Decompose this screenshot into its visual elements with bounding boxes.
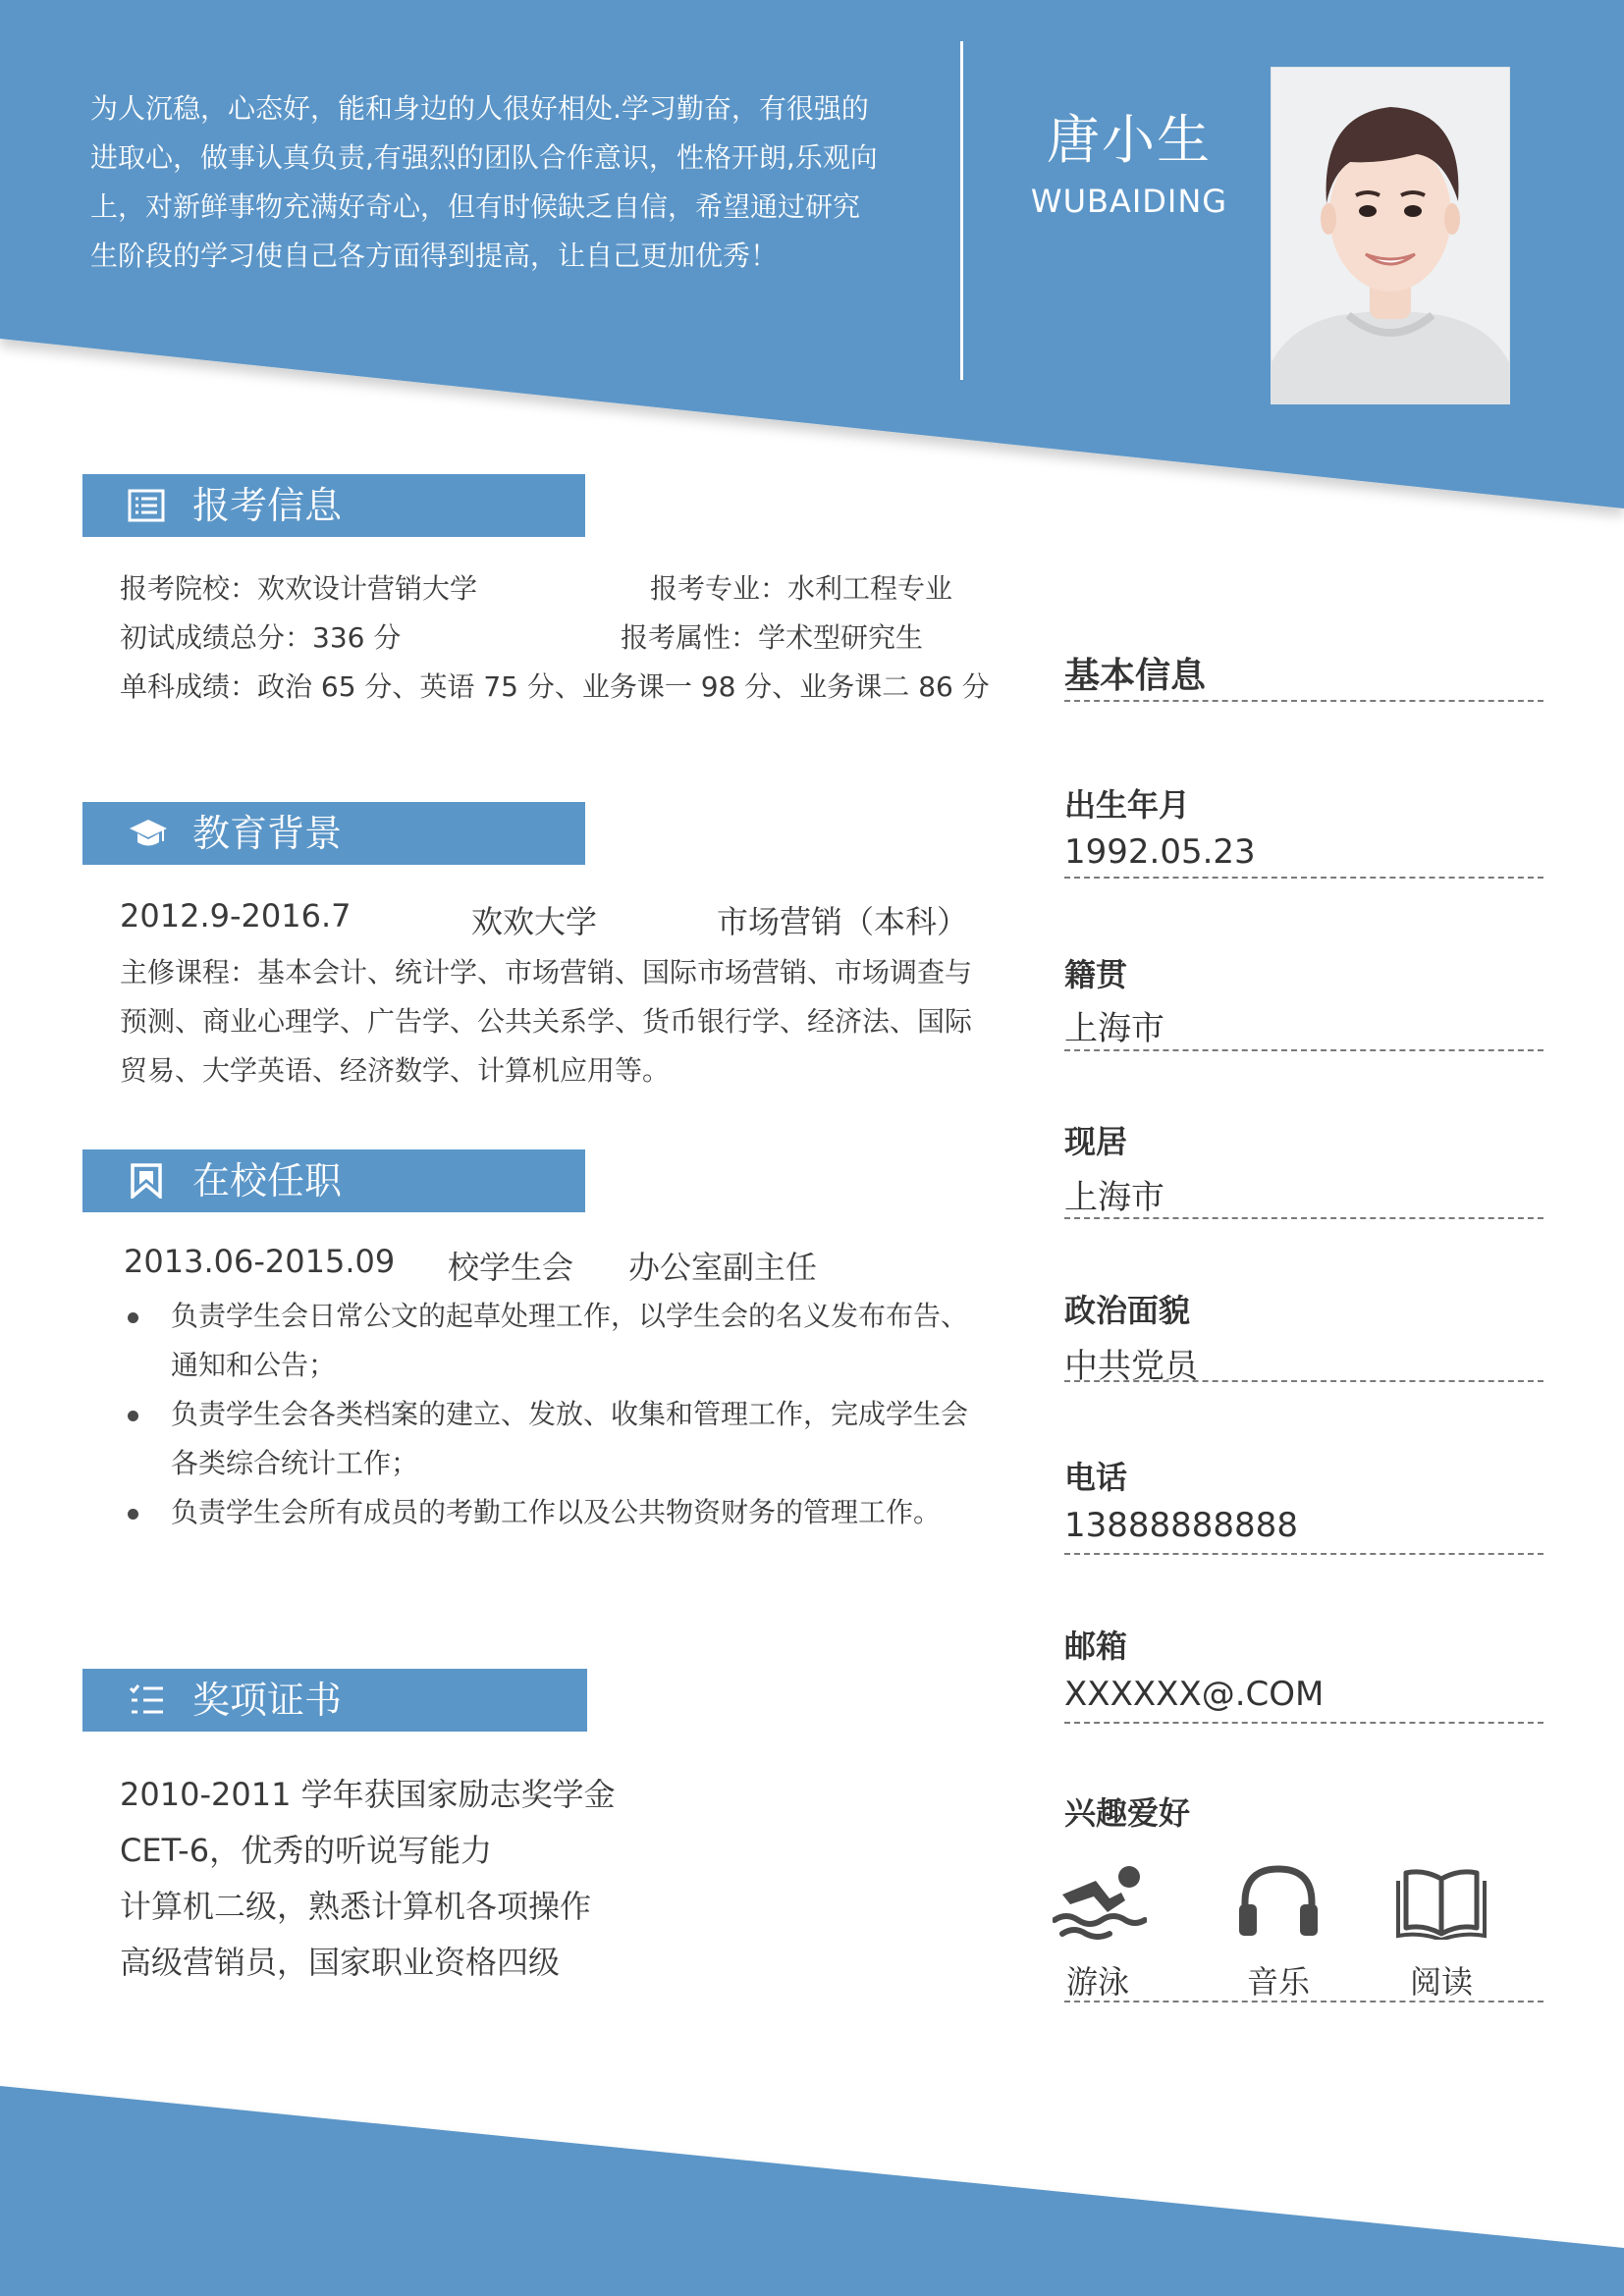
residence-label: 现居 — [1064, 1123, 1128, 1160]
swimming-icon — [1053, 1861, 1147, 1940]
education-period: 2012.9-2016.7 — [120, 897, 352, 934]
birth-value: 1992.05.23 — [1064, 832, 1256, 872]
residence-value: 上海市 — [1064, 1178, 1164, 1217]
intro-line: 生阶段的学习使自己各方面得到提高，让自己更加优秀！ — [90, 240, 779, 272]
exam-major: 报考专业：水利工程专业 — [650, 572, 953, 605]
self-introduction — [90, 84, 915, 281]
divider — [1064, 1380, 1543, 1382]
section-title: 教育背景 — [192, 812, 343, 855]
origin-label: 籍贯 — [1064, 956, 1128, 993]
checklist-icon — [128, 1682, 165, 1718]
basic-info-title: 基本信息 — [1064, 656, 1207, 696]
divider — [1064, 1217, 1543, 1219]
avatar-illustration — [1272, 68, 1509, 403]
duty-line: 负责学生会日常公文的起草处理工作，以学生会的名义发布布告、 — [171, 1300, 969, 1332]
header-divider — [960, 41, 963, 380]
awards-list — [120, 1767, 616, 1991]
section-title: 报考信息 — [192, 484, 343, 527]
award-item: CET-6，优秀的听说写能力 — [120, 1832, 493, 1869]
duty-item — [124, 1390, 1007, 1488]
divider — [1064, 2001, 1543, 2002]
duty-line: 负责学生会各类档案的建立、发放、收集和管理工作，完成学生会 — [171, 1398, 969, 1430]
section-header-education — [82, 802, 585, 865]
campus-organization: 校学生会 — [448, 1249, 574, 1286]
campus-duties — [124, 1292, 1007, 1537]
duty-line: 负责学生会所有成员的考勤工作以及公共物资财务的管理工作。 — [171, 1496, 942, 1528]
divider — [1064, 1722, 1543, 1724]
education-major: 市场营销（本科） — [717, 903, 969, 940]
candidate-pinyin: WUBAIDING — [1030, 183, 1228, 220]
intro-line: 为人沉稳，心态好，能和身边的人很好相处.学习勤奋，有很强的 — [90, 92, 869, 125]
profile-photo — [1271, 67, 1510, 404]
exam-type: 报考属性：学术型研究生 — [621, 621, 924, 654]
award-item: 高级营销员，国家职业资格四级 — [120, 1944, 561, 1981]
politics-label: 政治面貌 — [1064, 1292, 1191, 1329]
list-icon — [128, 488, 165, 523]
course-line: 预测、商业心理学、广告学、公共关系学、货币银行学、经济法、国际 — [120, 1005, 973, 1038]
section-title: 奖项证书 — [192, 1679, 343, 1722]
campus-role: 办公室副主任 — [628, 1249, 818, 1286]
course-line: 贸易、大学英语、经济数学、计算机应用等。 — [120, 1054, 671, 1087]
campus-period: 2013.06-2015.09 — [124, 1243, 396, 1280]
hobby-swimming-label: 游泳 — [1065, 1963, 1129, 2001]
section-header-awards — [82, 1669, 587, 1732]
divider — [1064, 1049, 1543, 1051]
award-item: 2010-2011 学年获国家励志奖学金 — [120, 1776, 616, 1813]
award-item: 计算机二级，熟悉计算机各项操作 — [120, 1888, 592, 1925]
phone-label: 电话 — [1064, 1459, 1128, 1496]
section-header-campus — [82, 1149, 585, 1212]
intro-line: 上，对新鲜事物充满好奇心，但有时候缺乏自信，希望通过研究 — [90, 190, 861, 223]
phone-value: 13888888888 — [1064, 1506, 1298, 1545]
exam-subject-scores: 单科成绩：政治 65 分、英语 75 分、业务课一 98 分、业务课二 86 分 — [120, 670, 990, 703]
education-school: 欢欢大学 — [471, 903, 598, 940]
duty-line: 通知和公告； — [171, 1349, 337, 1381]
divider — [1064, 877, 1543, 879]
section-header-exam — [82, 474, 585, 537]
exam-total-score: 初试成绩总分：336 分 — [120, 621, 402, 654]
section-title: 在校任职 — [192, 1159, 343, 1202]
book-icon — [1394, 1861, 1489, 1940]
divider — [1064, 1553, 1543, 1555]
duty-item — [124, 1292, 1007, 1390]
politics-value: 中共党员 — [1064, 1347, 1198, 1386]
divider — [1064, 700, 1543, 702]
graduation-cap-icon — [128, 816, 169, 851]
email-label: 邮箱 — [1064, 1628, 1128, 1665]
intro-line: 进取心，做事认真负责,有强烈的团队合作意识，性格开朗,乐观向 — [90, 141, 878, 174]
candidate-name: 唐小生 — [1047, 109, 1212, 171]
education-courses — [120, 948, 1003, 1095]
duty-item — [124, 1488, 1007, 1537]
bookmark-icon — [128, 1163, 165, 1199]
birth-label: 出生年月 — [1064, 786, 1191, 824]
hobbies-label: 兴趣爱好 — [1064, 1794, 1191, 1832]
hobby-reading-label: 阅读 — [1409, 1963, 1473, 2001]
duty-line: 各类综合统计工作； — [171, 1447, 419, 1479]
footer-band — [0, 2086, 1624, 2296]
origin-value: 上海市 — [1064, 1009, 1164, 1048]
headphones-icon — [1231, 1861, 1326, 1940]
email-value: XXXXXX@.COM — [1064, 1675, 1325, 1714]
hobby-music-label: 音乐 — [1246, 1963, 1310, 2001]
course-line: 主修课程：基本会计、统计学、市场营销、国际市场营销、市场调查与 — [120, 956, 973, 988]
exam-school: 报考院校：欢欢设计营销大学 — [120, 572, 478, 605]
